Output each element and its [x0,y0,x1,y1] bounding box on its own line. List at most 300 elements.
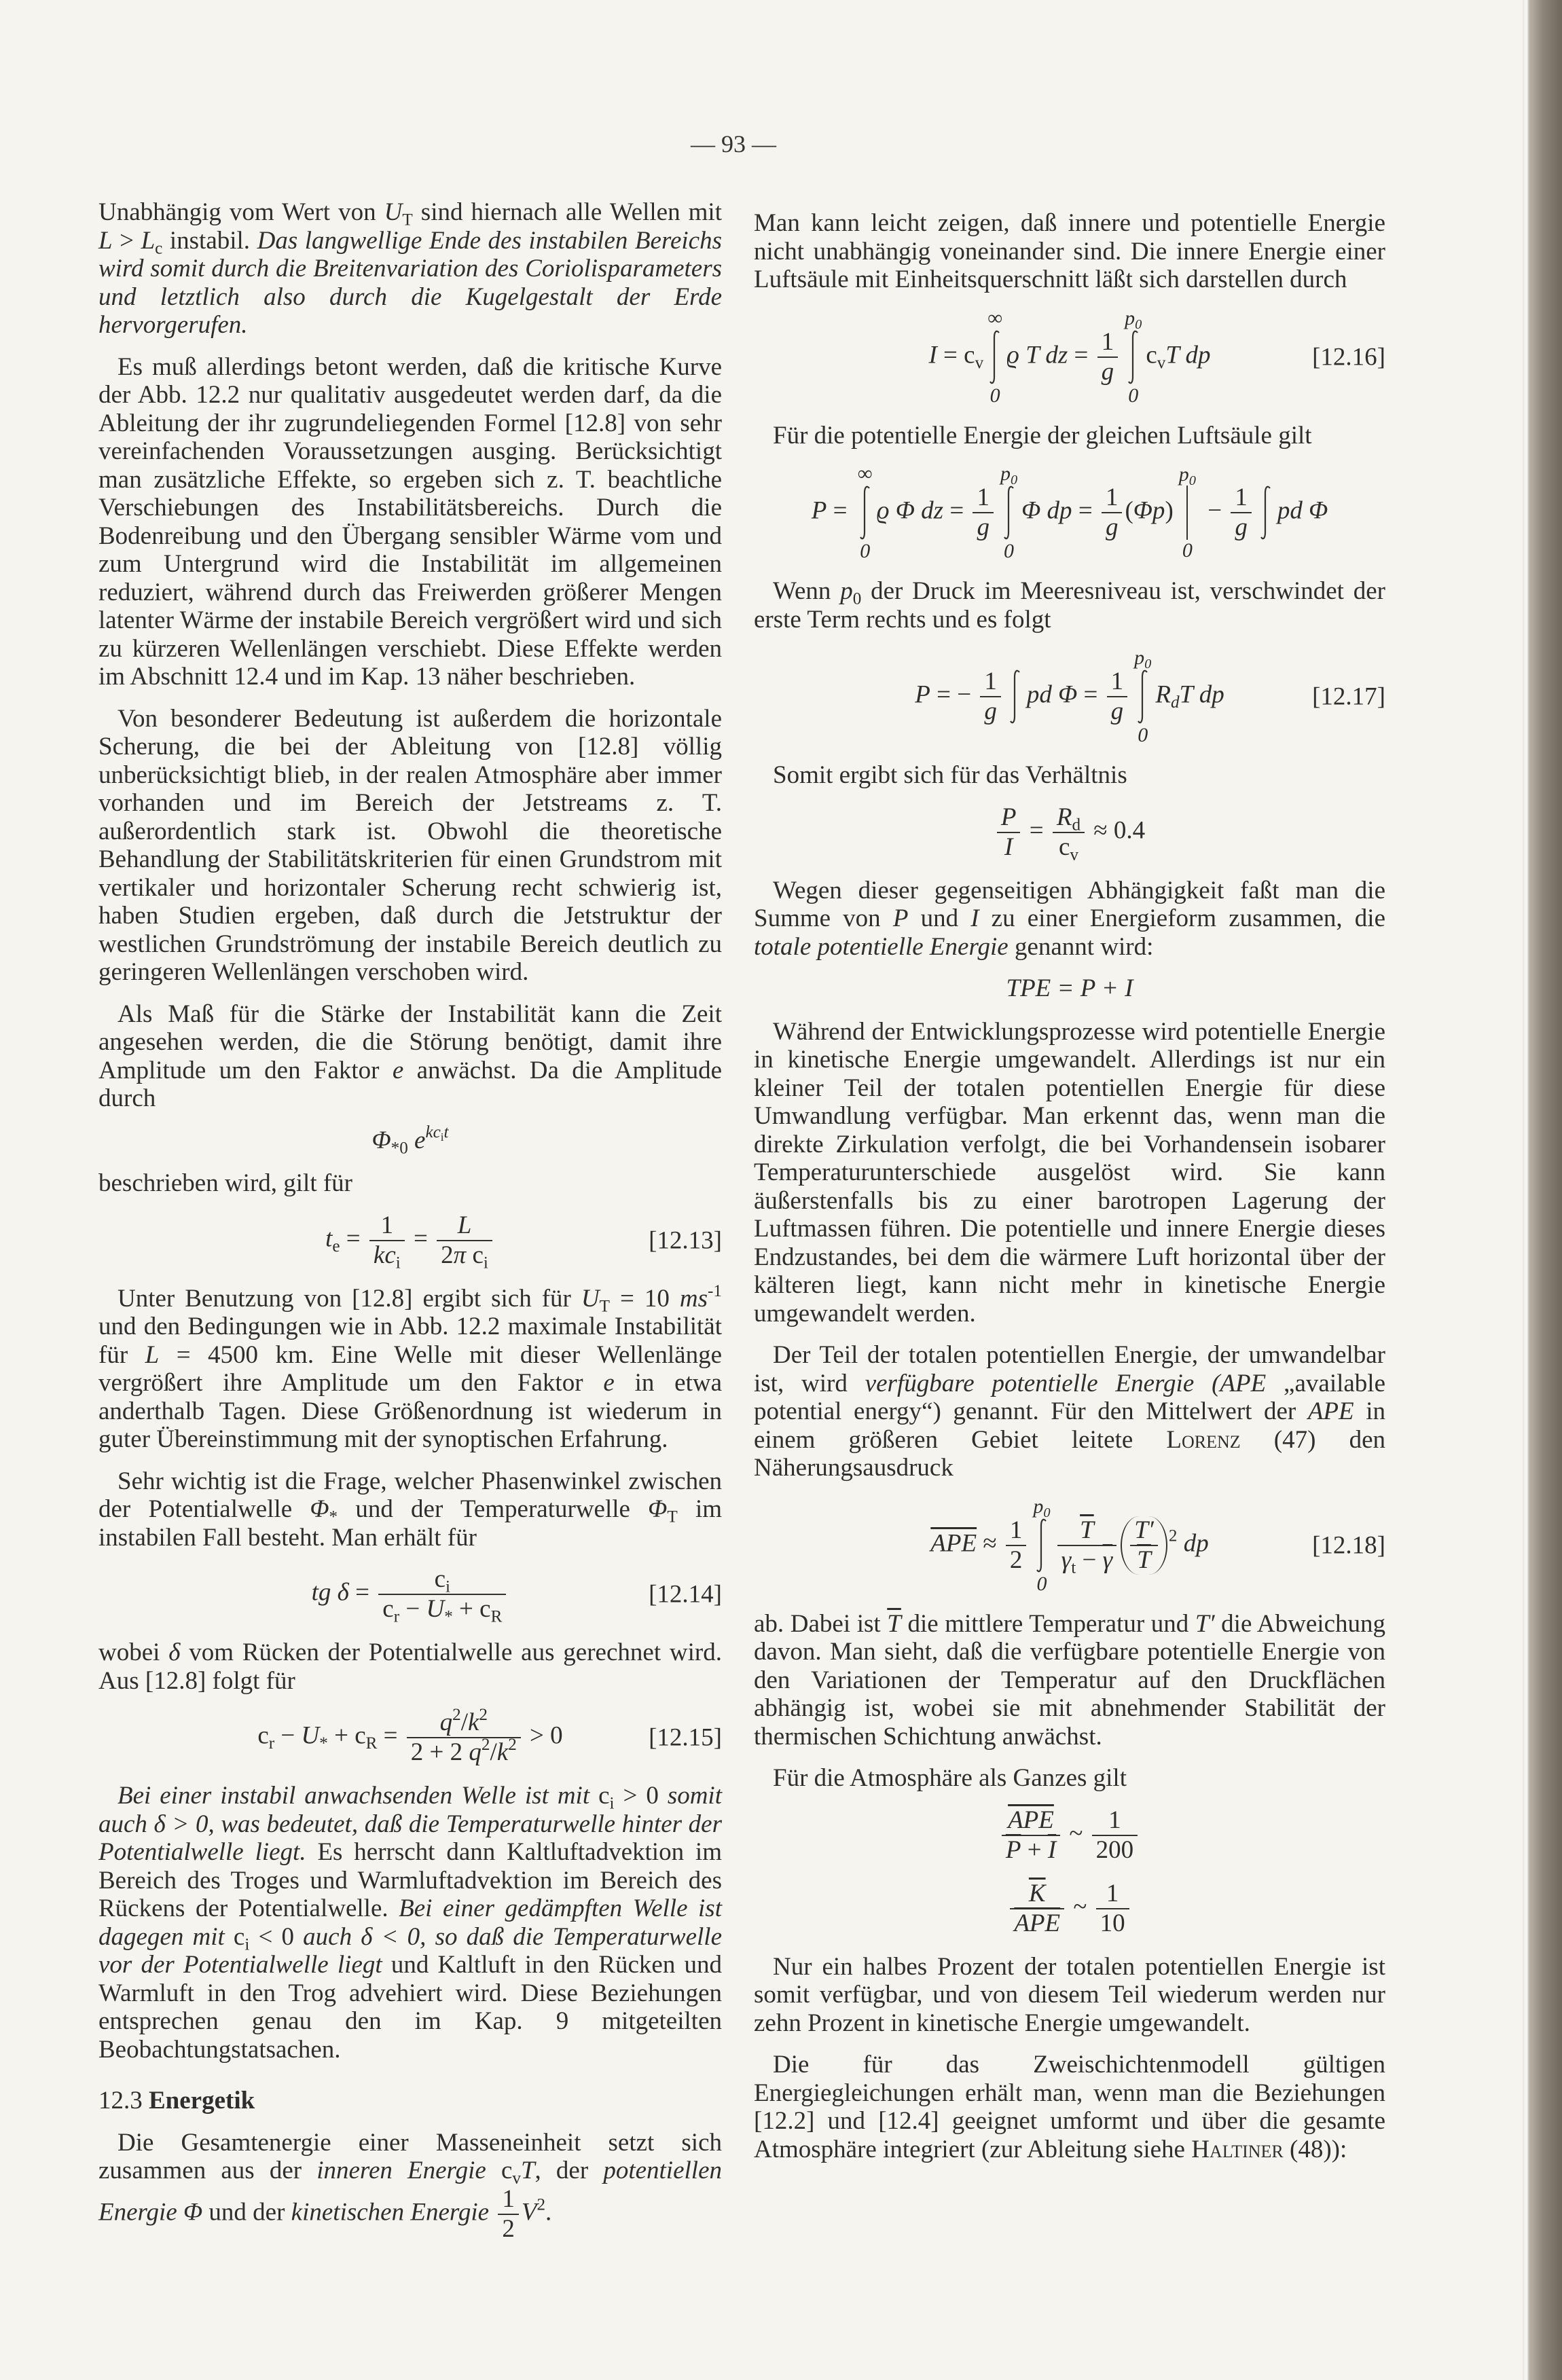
fraction-numerator [1130,1516,1158,1546]
fraction-numerator [1092,1806,1138,1836]
lower-limit [1138,725,1148,746]
text-run: c [1146,340,1157,369]
text-run: ≈ 0.4 [1087,816,1146,844]
equation [98,1211,722,1273]
equation-number: [12.16] [1312,342,1385,371]
italic-text: Φ [371,1126,391,1154]
fraction-numerator [1002,1806,1060,1836]
italic-text: δ [168,1638,181,1666]
italic-text: L [145,1340,160,1369]
text-run: 1 [1235,483,1248,511]
text-run: 200 [1095,1835,1134,1864]
paragraph [98,1782,722,2064]
text-run: = c [937,340,975,369]
italic-text: ϱ T dz [1006,340,1068,369]
italic-text: Φ dp [1021,496,1072,525]
text-run: zu einer Energieform zusammen, die [979,904,1386,932]
subscript: T [599,1297,610,1316]
text-run: = [340,1224,367,1252]
fraction-denominator [437,1241,492,1273]
fraction [1097,328,1119,386]
italic-text: U [426,1595,445,1623]
superscript: 2 [481,1735,490,1754]
superscript: 2 [452,1705,461,1724]
italic-text: I [1004,832,1013,861]
subscript: r [268,1734,275,1753]
text-run: „available potential energy“) genannt. Für den Mittelwert der [754,1369,1386,1425]
text-run: 1 [1108,1806,1121,1834]
superscript: -1 [708,1281,722,1300]
text-run: Nur ein halbes Prozent der totalen potentiellen Energie ist somit verfügbar, und von diesem Teil wiederum werden nur zehn Prozent in kinetische Energie umgewandelt. [754,1952,1385,2037]
paragraph [754,577,1385,634]
upper-limit [1000,462,1018,488]
paragraph [754,2051,1385,2163]
fraction [997,803,1021,862]
italic-text: dp [1183,1528,1209,1557]
text-run: Wenn [773,577,841,605]
fraction-denominator [1010,1909,1064,1938]
text-run: Die Gesamtenergie einer Masseneinheit setzt sich zusammen aus der [98,2128,722,2184]
equation [98,1565,722,1624]
text-run: , der [534,2157,604,2184]
overlined-symbol: $\overline{\gamma}$ [1102,1545,1113,1574]
equation-number: [12.18] [1312,1531,1385,1559]
paragraph [754,1953,1385,2038]
text-run [1177,1529,1183,1557]
subscript: 0 [1010,473,1018,488]
text-run: 12.3 [98,2087,149,2114]
fraction-numerator [407,1705,521,1738]
integral [858,463,873,562]
italic-text: e [414,1126,426,1154]
text-run: Es muß allerdings betont werden, daß die kritische Kurve der Abb. 12.2 nur qualitativ ausgedeutet werden darf, da die Ableitung der ihr zugrundeliegenden Formel [12.8] von sehr vereinfachenden Voraussetzungen ausging. Berücksichtigt man zusätzliche Effekte, so ergeben sich z. T. beachtliche Verschiebungen des Instabilitätsbereichs. Durch die Bodenreibung und den Übergang sensibler Wärme vom und zum Untergrund wird die Instabilität im allgemeinen reduziert, während durch das Freiwerden größerer Mengen latenter Wärme der instabile Bereich vergrößert wird und sich zu kürzeren Wellenlängen verschiebt. Diese Effekte werden im Abschnitt 12.4 und im Kap. 13 näher beschrieben. [98,352,722,691]
fraction [437,1211,492,1273]
fraction [1096,1880,1129,1938]
text-run: = [407,1224,435,1252]
integral [1033,1496,1050,1595]
integral-sign-icon [858,485,873,541]
subscript: v [975,353,984,372]
italic-text: t [443,1123,449,1142]
text-run: ∞ [858,462,873,485]
fraction [407,1705,521,1767]
text-run: = [1072,496,1099,525]
text-run: und der [202,2197,291,2226]
text-run: c [486,2157,513,2184]
italic-text: p [1125,306,1136,329]
upper-limit [987,308,1002,329]
fraction-denominator [973,513,994,542]
text-run: der Druck im Meeresniveau ist, verschwindet der erste Term rechts und es folgt [754,577,1385,634]
text-run: 0 [1138,724,1148,746]
text-run: (47) den Näherungsausdruck [754,1425,1385,1482]
italic-text: tg δ [311,1578,349,1607]
text-run: 2 + 2 [410,1738,469,1766]
text-run: instabil. [162,226,257,255]
italic-text: TPE = P + I [1006,974,1133,1002]
superscript: 2 [508,1735,517,1754]
subscript: T [667,1507,678,1526]
fraction-denominator [1096,1909,1129,1938]
italic-text: somit auch δ > 0, was bedeutet, daß die Temperaturwelle hinter der Potentialwelle liegt. [98,1782,722,1866]
lower-limit [1037,1573,1047,1595]
text-run: in einem größeren Gebiet leitete [754,1397,1385,1454]
paragraph [754,1341,1385,1482]
paragraph [754,877,1385,962]
text-run: und der Temperaturwelle [338,1495,649,1523]
text-run: c [382,1595,394,1623]
subscript: 0 [1135,316,1142,332]
lower-limit [990,385,1000,407]
text-run: Man kann leicht zeigen, daß innere und potentielle Energie nicht unabhängig voneinander sind. Die innere Energie einer Luftsäule mit Einheitsquerschnitt läßt sich darstellen durch [754,209,1385,293]
equation-number: [12.13] [649,1226,722,1254]
fraction-numerator [498,2185,519,2215]
text-run: Es herrscht dann Kaltluftadvektion im Bereich des Troges und Warmluftadvektion im Bereich des Rückens der Potentialwelle. [98,1838,722,1922]
text-run: Sehr wichtig ist die Frage, welcher Phasenwinkel zwischen der Potentialwelle [98,1467,722,1523]
italic-text: T′ [1134,1516,1154,1544]
text-run: die Abweichung davon. Man sieht, daß die verfügbare potentielle Energie von den Variationen der Temperatur auf den Druckflächen abhängig ist, wobei sie mit abnehmender Stabilität der thermischen Schichtung anwächst. [754,1609,1385,1751]
text-run: + c [452,1595,491,1623]
italic-text: t [325,1224,333,1252]
superscript: 2 [537,2195,546,2214]
text-run: 1 [1110,667,1124,695]
italic-text: g [1105,513,1119,541]
text-run: 1 [1106,1879,1119,1907]
fraction [1002,1806,1060,1865]
text-run: 0 [1004,540,1015,562]
fraction [1053,803,1085,862]
italic-text: g [977,513,989,541]
fraction-denominator [1130,1546,1158,1575]
text-run: 1 [502,2184,515,2213]
italic-text: R [1155,680,1171,709]
subscript: i [483,1253,488,1273]
equation [754,1806,1385,1865]
integral-sign-icon [1002,485,1017,541]
subscript: 0 [1043,1505,1051,1520]
fraction [1231,483,1252,542]
paragraph [98,353,722,691]
paragraph-continued [754,209,1385,294]
italic-text: k [496,1738,509,1766]
fraction [1102,483,1123,542]
equation-number: [12.15] [649,1723,722,1752]
text-run: = 4500 km. Eine Welle mit dieser Wellenlänge vergrößert ihre Amplitude um den Faktor [98,1340,722,1397]
fraction-denominator [1231,513,1252,542]
fraction-numerator [973,483,994,513]
fraction-denominator [378,1595,506,1624]
text-run: (48)): [1283,2135,1347,2163]
superscript: 2 [479,1705,488,1724]
fraction [1010,1880,1064,1938]
integral [1258,463,1273,562]
paragraph [98,1000,722,1113]
fraction-numerator [1010,1880,1064,1909]
paragraph [754,1764,1385,1793]
fraction-denominator [980,697,1001,726]
upper-limit [1125,306,1142,332]
italic-text: verfügbare potentielle Energie (APE [865,1369,1267,1397]
italic-text: Bei einer instabil anwachsenden Welle ist mit [117,1782,599,1810]
overlined-symbol: $\overline{APE}$ [930,1528,977,1557]
equation [754,308,1385,407]
italic-text: T dp [1165,340,1211,369]
integral [1125,308,1142,407]
italic-text: g [1235,513,1248,541]
overlined-symbol: $\overline{I}$ [1047,1835,1057,1864]
text-run: und den Bedingungen wie in Abb. 12.2 maximale Instabilität für [98,1313,722,1369]
text-run: 10 [1100,1909,1125,1937]
subscript: i [446,1577,451,1596]
text-run: anwächst. Da die Amplitude durch [98,1056,722,1112]
equation [754,1496,1385,1595]
italic-text: U [301,1721,320,1750]
lower-limit [1182,540,1193,562]
fraction-denominator [1097,358,1119,386]
text-run: / [460,1708,468,1736]
text-run: Von besonderer Bedeutung ist außerdem die horizontale Scherung, die bei der Ableitung von [12.8] völlig unberücksichtigt blieb, in der realen Atmosphäre aber immer vorhanden und im Bereich der Jetstreams z. T. außerordentlich stark ist. Obwohl die theoretische Behandlung der Stabilitätskriterien für einen Grundstrom mit vertikaler und horizontaler Scherung recht schwierig ist, haben Studien ergeben, daß durch die Jetstruktur der westlichen Grundströmung der instabile Bereich deutlich zu geringeren Wellenlängen verschoben wird. [98,704,722,986]
italic-text: APE [1307,1397,1354,1425]
italic-text: P [1000,803,1017,831]
paragraph-continued [98,1169,722,1198]
text-run: = [827,496,854,525]
fraction-numerator [1057,1516,1117,1546]
fraction [1006,1516,1027,1575]
integral [1000,463,1017,562]
fraction-denominator [1006,1546,1027,1575]
italic-text: ϱ Φ dz [876,496,944,525]
fraction-denominator [997,833,1021,862]
text-run: + c [327,1721,366,1750]
italic-text: I [928,340,937,369]
subscript: d [1072,816,1081,835]
italic-text: k [467,1708,479,1736]
fraction [980,667,1001,726]
fraction [973,483,994,542]
superscript: 2 [1168,1526,1178,1545]
italic-text: pd Φ [1026,680,1078,709]
upper-limit [1178,463,1196,489]
integral-sign-icon [987,329,1002,385]
text-run: = [1077,680,1104,709]
italic-text: L [98,226,113,255]
italic-text: U [384,198,403,226]
text-run: . [545,2197,552,2226]
text-run: − [1201,496,1229,525]
upper-limit [1134,646,1152,672]
text-run: sind hiernach alle Wellen mit [412,198,722,226]
fraction-denominator [498,2215,519,2244]
fraction-numerator [1096,1880,1129,1909]
italic-text: T dp [1179,680,1224,709]
text-run: = [943,496,970,525]
text-run: = [377,1721,404,1750]
text-run: 0 [1182,539,1193,562]
equation [754,974,1385,1003]
fraction [1092,1806,1138,1865]
paragraph-continued [98,198,722,340]
subscript: R [490,1607,503,1626]
text-run: die mittlere Temperatur und [901,1609,1195,1638]
fraction [378,1565,506,1624]
book-binding-edge [1523,0,1562,2380]
text-run: vom Rücken der Potentialwelle aus gerechnet wird. Aus [12.8] folgt für [98,1638,722,1695]
italic-text: p [840,577,853,605]
equation [98,1705,722,1767]
text-run: wobei [98,1638,169,1666]
text-run: = 10 [610,1284,680,1313]
paragraph [98,705,722,987]
fraction-numerator [1231,483,1252,513]
overlined-symbol: $\overline{P}$ [1005,1835,1021,1864]
text-run: und [908,904,971,932]
fraction-numerator [997,803,1021,833]
overlined-symbol: $\overline{T}$ [1080,1516,1094,1544]
italic-text: kc [425,1123,441,1142]
integral-sign-icon [1008,669,1023,725]
fraction-numerator [369,1211,405,1241]
fraction-numerator [1102,483,1123,513]
italic-text: R [1056,803,1072,831]
text-run: genannt wird: [1008,932,1154,961]
italic-text: γ [1061,1545,1072,1574]
subscript: i [244,1935,250,1954]
text-run: 1 [380,1211,394,1239]
subscript: i [395,1253,401,1273]
text-run: 1 [977,483,989,511]
text-run: = [1023,816,1050,844]
italic-text: g [984,697,997,725]
text-run: < 0 [249,1922,304,1951]
subscript: T [402,210,413,230]
integral-sign-icon [1258,485,1273,541]
subscript: *0 [390,1139,408,1158]
text-run: Wegen dieser gegenseitigen Abhängigkeit faßt man die Summe von [754,876,1385,932]
italic-text: ms [679,1284,708,1313]
text-run: ) [1165,496,1174,525]
subscript: 0 [852,589,862,608]
subscript: i [609,1794,615,1813]
italic-text: e [392,1056,404,1084]
fraction [1107,667,1128,726]
text-run: 0 [989,384,1000,407]
overlined-symbol: $\overline{APE}$ [1008,1806,1054,1834]
overlined-symbol: $\overline{K}$ [1028,1879,1046,1907]
italic-text: π [453,1241,467,1269]
fraction-numerator [1097,328,1119,358]
italic-text: U [581,1284,600,1313]
italic-text: Das langwellige Ende des instabilen Bereichs wird somit durch die Breitenvariation des Coriolisparameters und letztlich also durch die Kugelgestalt der Erde hervorgerufen. [98,226,722,339]
equation-number: [12.14] [649,1580,722,1609]
right-column [754,209,1385,2177]
subscript: v [512,2169,521,2188]
text-run: ( [1125,496,1133,525]
text-run: c [434,1565,446,1593]
text-run: Der Teil der totalen potentiellen Energie, der umwandelbar ist, wird [754,1341,1385,1397]
fraction-denominator [1002,1836,1060,1865]
small-caps-text: Haltiner [1191,2135,1284,2163]
paragraph [754,1018,1385,1328]
section-heading [98,2087,722,2115]
equation-number: [12.17] [1312,682,1385,711]
text-run: 2 [502,2214,515,2243]
text-run: Für die Atmosphäre als Ganzes gilt [773,1764,1127,1792]
text-run: Unter Benutzung von [12.8] ergibt sich für [117,1284,581,1313]
italic-text: g [1110,697,1124,725]
italic-text: pd Φ [1277,496,1328,525]
text-run: 0 [860,540,871,562]
italic-text: q [439,1708,453,1736]
equation [754,1880,1385,1938]
fraction-denominator [407,1735,521,1767]
fraction-denominator [1107,697,1128,726]
subscript: c [155,239,163,258]
paragraph-continued [98,1638,722,1695]
italic-text: T′ [1195,1609,1215,1638]
italic-text: kinetischen Energie [291,2197,490,2226]
equation [754,647,1385,746]
subscript: r [393,1607,400,1626]
parenthesized-group [1121,1516,1167,1575]
text-run: = [348,1578,376,1607]
bold-text: Energetik [149,2087,255,2114]
integral-sign-icon [1136,669,1150,725]
italic-text: Bei einer gedämpften Welle ist dagegen mit [98,1894,722,1951]
subscript: * [319,1734,328,1753]
fraction-denominator [1102,513,1123,542]
upper-limit [1033,1496,1050,1518]
text-run: Unabhängig vom Wert von [98,198,384,226]
italic-text: P [892,904,909,932]
italic-text: kc [373,1241,396,1269]
integral [987,308,1002,407]
italic-text: e [603,1369,615,1397]
text-run: − [1076,1545,1103,1574]
fraction-numerator [378,1565,506,1595]
fraction [1057,1516,1117,1575]
italic-text: P [915,680,930,709]
subscript: v [1157,353,1166,372]
fraction-numerator [1107,667,1128,697]
lower-limit [1128,385,1138,407]
italic-text: auch δ < 0, so daß die Temperaturwelle vor der Potentialwelle liegt [98,1922,722,1979]
equation [98,1123,722,1158]
text-run: − [399,1595,426,1623]
overlined-symbol: APE [1014,1909,1061,1937]
subscript: R [365,1734,378,1753]
paragraph [754,761,1385,790]
integral-sign-icon [1126,329,1141,385]
lower-limit [1004,541,1014,562]
italic-text: p [1134,646,1145,669]
fraction-numerator [1006,1516,1027,1546]
subscript: e [332,1237,340,1256]
text-run: im instabilen Fall besteht. Man erhält für [98,1495,722,1552]
text-run: 1 [984,667,997,695]
equation [754,463,1385,562]
italic-text: p [1178,463,1189,486]
fraction [369,1211,405,1273]
text-run: > [112,226,141,255]
subscript: 0 [1144,657,1152,672]
integral [1008,647,1023,746]
italic-text: Φ [648,1495,668,1523]
fraction [1130,1516,1158,1575]
text-run: ab. Dabei ist [754,1609,888,1638]
paragraph [98,1281,723,1454]
fraction-denominator [1092,1836,1138,1865]
paragraph-continued [754,1610,1385,1751]
